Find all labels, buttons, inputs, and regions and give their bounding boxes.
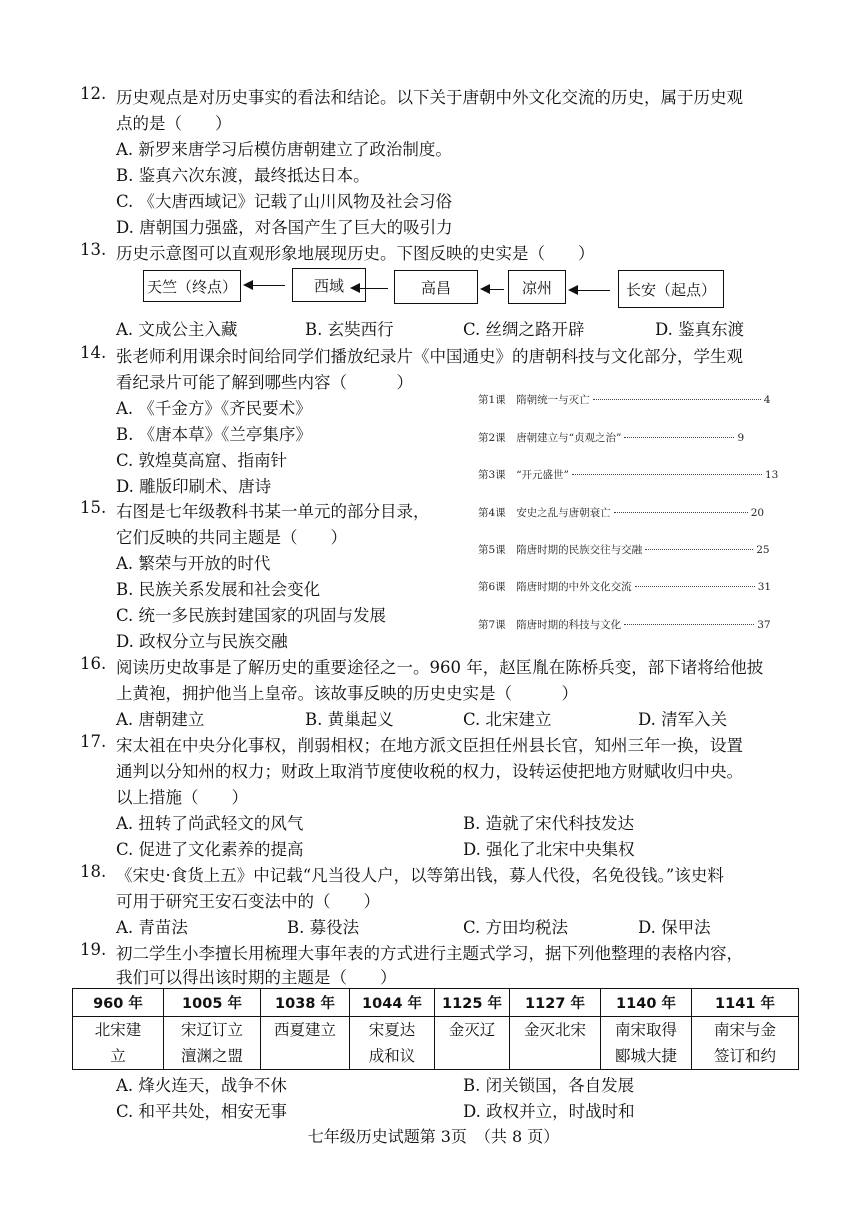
- toc-lesson: 第3课: [478, 469, 506, 481]
- toc-row: [478, 579, 771, 594]
- q16-stem-line2: 上黄袍，拥护他当上皇帝。该故事反映的历史史实是（ ）: [116, 684, 578, 703]
- toc-lesson: 第4课: [478, 507, 506, 519]
- q12-option-a: A. 新罗来唐学习后模仿唐朝建立了政治制度。: [116, 140, 452, 159]
- q13-option-c: C. 丝绸之路开辟: [463, 320, 585, 339]
- toc-page: 20: [750, 507, 765, 519]
- toc-title: “开元盛世”: [516, 469, 569, 481]
- event-cell: 南宋取得 郾城大捷: [601, 1017, 692, 1070]
- q19-option-d: D. 政权并立，时战时和: [463, 1102, 635, 1121]
- route-box-xiyu: 西域: [292, 268, 366, 302]
- q16-number: 16.: [80, 654, 107, 673]
- toc-page: 4: [763, 394, 771, 406]
- chronology-table: [72, 988, 799, 1070]
- route-box-liangzhou: 凉州: [508, 270, 566, 304]
- year-cell: 1125 年: [435, 989, 510, 1017]
- year-cell: 1044 年: [350, 989, 435, 1017]
- q12-stem-line1: 历史观点是对历史事实的看法和结论。以下关于唐朝中外文化交流的历史，属于历史观: [116, 88, 743, 107]
- toc-row: [478, 430, 744, 445]
- q17-stem-line3: 以上措施（ ）: [116, 788, 248, 807]
- q14-option-b: B. 《唐本草》《兰亭集序》: [116, 425, 312, 444]
- route-box-changan: 长安（起点）: [618, 270, 724, 308]
- toc-row: [478, 467, 778, 482]
- event-cell: 西夏建立: [261, 1017, 350, 1070]
- q16-option-a: A. 唐朝建立: [116, 710, 205, 729]
- route-arrow: [570, 290, 610, 291]
- toc-title: 隋唐时期的中外文化交流: [516, 581, 632, 593]
- route-arrow: [352, 288, 388, 289]
- q12-option-c: C. 《大唐西域记》记载了山川风物及社会习俗: [116, 192, 453, 211]
- q17-number: 17.: [80, 732, 107, 751]
- q14-stem-line2: 看纪录片可能了解到哪些内容（ ）: [116, 373, 413, 392]
- q17-stem-line2: 通判以分知州的权力；财政上取消节度使收税的权力，设转运使把地方财赋收归中央。: [116, 762, 743, 781]
- q17-option-c: C. 促进了文化素养的提高: [116, 840, 304, 859]
- toc-row: [478, 542, 770, 557]
- q12-number: 12.: [80, 84, 107, 103]
- q15-option-b: B. 民族关系发展和社会变化: [116, 580, 321, 599]
- q17-option-a: A. 扭转了尚武轻文的风气: [116, 814, 304, 833]
- q16-option-b: B. 黄巢起义: [305, 710, 394, 729]
- q18-stem-line1: 《宋史·食货上五》中记载“凡当役人户，以等第出钱，募人代役，名免役钱。”该史料: [116, 866, 724, 885]
- event-cell: 南宋与金 签订和约: [692, 1017, 799, 1070]
- toc-row: [478, 505, 764, 520]
- q17-option-d: D. 强化了北宋中央集权: [463, 840, 635, 859]
- q13-option-a: A. 文成公主入藏: [116, 320, 238, 339]
- q15-option-a: A. 繁荣与开放的时代: [116, 554, 271, 573]
- q16-option-c: C. 北宋建立: [463, 710, 552, 729]
- event-cell: 北宋建 立: [73, 1017, 164, 1070]
- event-cell: 宋辽订立 澶渊之盟: [164, 1017, 261, 1070]
- q12-option-b: B. 鉴真六次东渡，最终抵达日本。: [116, 166, 370, 185]
- toc-row: [478, 617, 771, 632]
- q15-number: 15.: [80, 498, 107, 517]
- q15-option-d: D. 政权分立与民族交融: [116, 632, 288, 651]
- q12-stem-line2: 点的是（ ）: [116, 114, 232, 133]
- route-arrow: [245, 285, 285, 286]
- q18-option-d: D. 保甲法: [638, 918, 711, 937]
- q16-stem-line1: 阅读历史故事是了解历史的重要途径之一。960 年，赵匡胤在陈桥兵变，部下诸将给他披: [116, 658, 764, 677]
- toc-page: 25: [756, 544, 770, 556]
- table-row-events: [73, 1017, 799, 1070]
- q18-stem-line2: 可用于研究王安石变法中的（ ）: [116, 892, 380, 911]
- year-cell: 1005 年: [164, 989, 261, 1017]
- q19-number: 19.: [80, 940, 107, 959]
- toc-page: 31: [757, 581, 772, 593]
- table-row-years: [73, 989, 799, 1017]
- toc-lesson: 第7课: [478, 619, 506, 631]
- toc-page: 9: [737, 432, 745, 444]
- toc-lesson: 第5课: [478, 544, 506, 556]
- event-cell: 金灭北宋: [510, 1017, 601, 1070]
- q14-option-c: C. 敦煌莫高窟、指南针: [116, 451, 288, 470]
- event-cell: 金灭辽: [435, 1017, 510, 1070]
- year-cell: 1038 年: [261, 989, 350, 1017]
- route-box-tianzhu: 天竺（终点）: [143, 270, 241, 302]
- toc-lesson: 第2课: [478, 432, 506, 444]
- q13-stem: 历史示意图可以直观形象地展现历史。下图反映的史实是（ ）: [116, 244, 595, 263]
- q15-stem-line2: 它们反映的共同主题是（ ）: [116, 528, 347, 547]
- event-cell: 宋夏达 成和议: [350, 1017, 435, 1070]
- q17-option-b: B. 造就了宋代科技发达: [463, 814, 635, 833]
- toc-row: [478, 392, 770, 407]
- q14-option-a: A. 《千金方》《齐民要术》: [116, 399, 312, 418]
- q18-option-c: C. 方田均税法: [463, 918, 569, 937]
- toc-page: 37: [757, 619, 771, 631]
- year-cell: 960 年: [73, 989, 164, 1017]
- q15-stem-line1: 右图是七年级教科书某一单元的部分目录，: [116, 502, 430, 521]
- year-cell: 1140 年: [601, 989, 692, 1017]
- q13-option-d: D. 鉴真东渡: [655, 320, 745, 339]
- q14-number: 14.: [80, 343, 107, 362]
- toc-title: 唐朝建立与“贞观之治”: [516, 432, 622, 444]
- toc-lesson: 第6课: [478, 581, 506, 593]
- q18-number: 18.: [80, 862, 107, 881]
- q13-number: 13.: [80, 240, 107, 259]
- q17-stem-line1: 宋太祖在中央分化事权，削弱相权；在地方派文臣担任州县长官，知州三年一换，设置: [116, 736, 743, 755]
- q13-option-b: B. 玄奘西行: [305, 320, 394, 339]
- toc-page: 13: [764, 469, 779, 481]
- year-cell: 1127 年: [510, 989, 601, 1017]
- toc-title: 隋唐时期的科技与文化: [516, 619, 622, 631]
- q15-option-c: C. 统一多民族封建国家的巩固与发展: [116, 606, 387, 625]
- page-footer: 七年级历史试题第 3页 （共 8 页）: [307, 1127, 560, 1146]
- route-box-gaochang: 高昌: [394, 270, 478, 304]
- q18-option-b: B. 募役法: [287, 918, 360, 937]
- q18-option-a: A. 青苗法: [116, 918, 188, 937]
- q19-option-a: A. 烽火连天，战争不休: [116, 1076, 287, 1095]
- q19-stem-line2: 我们可以得出该时期的主题是（ ）: [116, 968, 397, 987]
- q12-option-d: D. 唐朝国力强盛，对各国产生了巨大的吸引力: [116, 218, 453, 237]
- toc-title: 隋朝统一与灭亡: [516, 394, 590, 406]
- toc-lesson: 第1课: [478, 394, 506, 406]
- toc-title: 隋唐时期的民族交往与交融: [516, 544, 643, 556]
- q14-stem-line1: 张老师利用课余时间给同学们播放纪录片《中国通史》的唐朝科技与文化部分，学生观: [116, 347, 743, 366]
- toc-title: 安史之乱与唐朝衰亡: [516, 507, 611, 519]
- q19-stem-line1: 初二学生小李擅长用梳理大事年表的方式进行主题式学习，据下列他整理的表格内容，: [116, 944, 743, 963]
- q16-option-d: D. 清军入关: [638, 710, 728, 729]
- q19-option-b: B. 闭关锁国，各自发展: [463, 1076, 635, 1095]
- q14-option-d: D. 雕版印刷术、唐诗: [116, 477, 272, 496]
- route-arrow: [482, 289, 504, 290]
- year-cell: 1141 年: [692, 989, 799, 1017]
- q19-option-c: C. 和平共处，相安无事: [116, 1102, 288, 1121]
